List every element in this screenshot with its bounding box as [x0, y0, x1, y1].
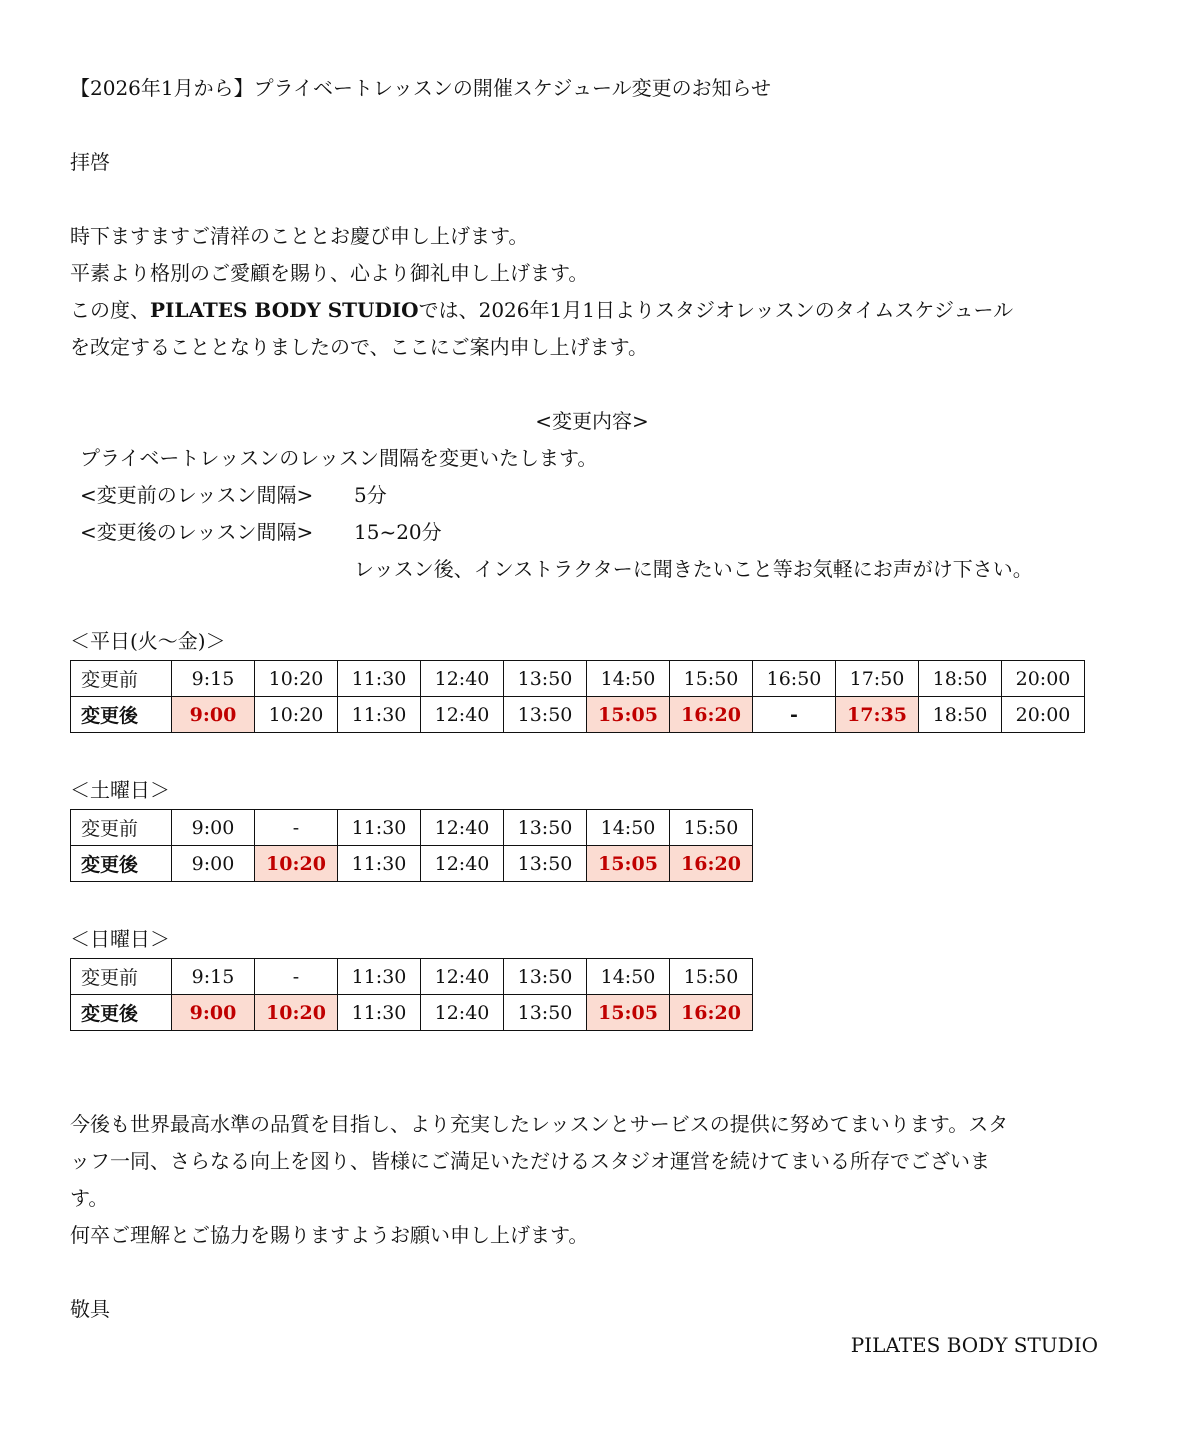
- signature: PILATES BODY STUDIO: [850, 1333, 1098, 1357]
- table-cell: 12:40: [421, 697, 504, 733]
- saturday-heading: ＜土曜日＞: [70, 778, 170, 802]
- table-row-after: [71, 697, 1085, 733]
- table-cell: 11:30: [338, 661, 421, 697]
- studio-name: PILATES BODY STUDIO: [150, 298, 419, 322]
- closing-line-3: す。: [70, 1186, 109, 1210]
- table-cell-changed: 15:05: [587, 697, 670, 733]
- table-cell: 13:50: [504, 846, 587, 882]
- table-cell: 18:50: [919, 661, 1002, 697]
- interval-before-value: 5分: [354, 483, 387, 507]
- interval-after-value: 15~20分: [354, 520, 442, 544]
- interval-after-label: <変更後のレッスン間隔>: [80, 520, 314, 544]
- weekday-schedule-table: [70, 660, 1085, 733]
- interval-before-label: <変更前のレッスン間隔>: [80, 483, 314, 507]
- table-cell: 15:50: [670, 959, 753, 995]
- table-cell-changed: 16:20: [670, 995, 753, 1031]
- table-cell-removed: -: [753, 697, 836, 733]
- table-cell-changed: 16:20: [670, 697, 753, 733]
- table-cell: -: [255, 959, 338, 995]
- table-cell: 17:50: [836, 661, 919, 697]
- table-row-before: [71, 810, 753, 846]
- table-cell: 14:50: [587, 661, 670, 697]
- closing-line-4: 何卒ご理解とご協力を賜りますようお願い申し上げます。: [70, 1223, 589, 1247]
- row-label-before: 変更前: [71, 810, 172, 846]
- table-cell-changed: 17:35: [836, 697, 919, 733]
- table-cell: 20:00: [1002, 661, 1085, 697]
- intro-line-3: [70, 296, 1013, 324]
- table-cell: 13:50: [504, 661, 587, 697]
- table-cell: 12:40: [421, 810, 504, 846]
- table-cell: 12:40: [421, 995, 504, 1031]
- salutation: 拝啓: [70, 150, 110, 174]
- table-cell: 11:30: [338, 995, 421, 1031]
- table-cell: 14:50: [587, 810, 670, 846]
- saturday-schedule-table: [70, 809, 753, 882]
- table-cell: 12:40: [421, 846, 504, 882]
- table-cell: 13:50: [504, 959, 587, 995]
- table-row-before: [71, 959, 753, 995]
- changes-note: レッスン後、インストラクターに聞きたいこと等お気軽にお声がけ下さい。: [354, 557, 1033, 581]
- table-cell: 15:50: [670, 661, 753, 697]
- row-label-before: 変更前: [71, 959, 172, 995]
- table-cell: 18:50: [919, 697, 1002, 733]
- closing-line-1: 今後も世界最高水準の品質を目指し、より充実したレッスンとサービスの提供に努めてまいります。スタ: [70, 1112, 1009, 1136]
- table-cell: 9:00: [172, 846, 255, 882]
- table-cell: 12:40: [421, 959, 504, 995]
- complimentary-close: 敬具: [70, 1297, 110, 1321]
- weekday-heading: ＜平日(火～金)＞: [70, 629, 226, 653]
- table-cell: 9:15: [172, 661, 255, 697]
- changes-heading: <変更内容>: [535, 409, 649, 433]
- row-label-after: 変更後: [71, 995, 172, 1031]
- table-cell: 16:50: [753, 661, 836, 697]
- intro-line-2: 平素より格別のご愛顧を賜り、心より御礼申し上げます。: [70, 261, 589, 285]
- table-cell: 11:30: [338, 697, 421, 733]
- sunday-heading: ＜日曜日＞: [70, 927, 170, 951]
- table-cell: 13:50: [504, 810, 587, 846]
- table-cell-changed: 10:20: [255, 846, 338, 882]
- table-cell-changed: 10:20: [255, 995, 338, 1031]
- table-row-after: [71, 846, 753, 882]
- table-cell: 9:15: [172, 959, 255, 995]
- table-cell-changed: 16:20: [670, 846, 753, 882]
- closing-line-2: ッフ一同、さらなる向上を図り、皆様にご満足いただけるスタジオ運営を続けてまいる所存でございま: [70, 1149, 990, 1173]
- table-row-after: [71, 995, 753, 1031]
- table-cell: 12:40: [421, 661, 504, 697]
- table-cell: 11:30: [338, 810, 421, 846]
- notice-title: 【2026年1月から】プライベートレッスンの開催スケジュール変更のお知らせ: [70, 76, 772, 100]
- sunday-schedule-table: [70, 958, 753, 1031]
- table-cell: 14:50: [587, 959, 670, 995]
- intro-line-1: 時下ますますご清祥のこととお慶び申し上げます。: [70, 224, 529, 248]
- row-label-before: 変更前: [71, 661, 172, 697]
- table-cell: -: [255, 810, 338, 846]
- table-cell: 11:30: [338, 959, 421, 995]
- table-cell: 10:20: [255, 661, 338, 697]
- changes-description: プライベートレッスンのレッスン間隔を変更いたします。: [80, 446, 598, 470]
- intro-line-3-pre: この度、: [70, 298, 150, 322]
- table-cell-changed: 9:00: [172, 995, 255, 1031]
- table-cell: 10:20: [255, 697, 338, 733]
- table-cell: 20:00: [1002, 697, 1085, 733]
- table-cell: 13:50: [504, 697, 587, 733]
- table-cell: 15:50: [670, 810, 753, 846]
- row-label-after: 変更後: [71, 846, 172, 882]
- table-cell-changed: 9:00: [172, 697, 255, 733]
- table-cell-changed: 15:05: [587, 846, 670, 882]
- table-cell: 13:50: [504, 995, 587, 1031]
- table-cell: 11:30: [338, 846, 421, 882]
- intro-line-3-post: では、2026年1月1日よりスタジオレッスンのタイムスケジュール: [418, 298, 1014, 322]
- table-cell: 9:00: [172, 810, 255, 846]
- table-cell-changed: 15:05: [587, 995, 670, 1031]
- row-label-after: 変更後: [71, 697, 172, 733]
- table-row-before: [71, 661, 1085, 697]
- intro-line-4: を改定することとなりましたので、ここにご案内申し上げます。: [70, 335, 648, 359]
